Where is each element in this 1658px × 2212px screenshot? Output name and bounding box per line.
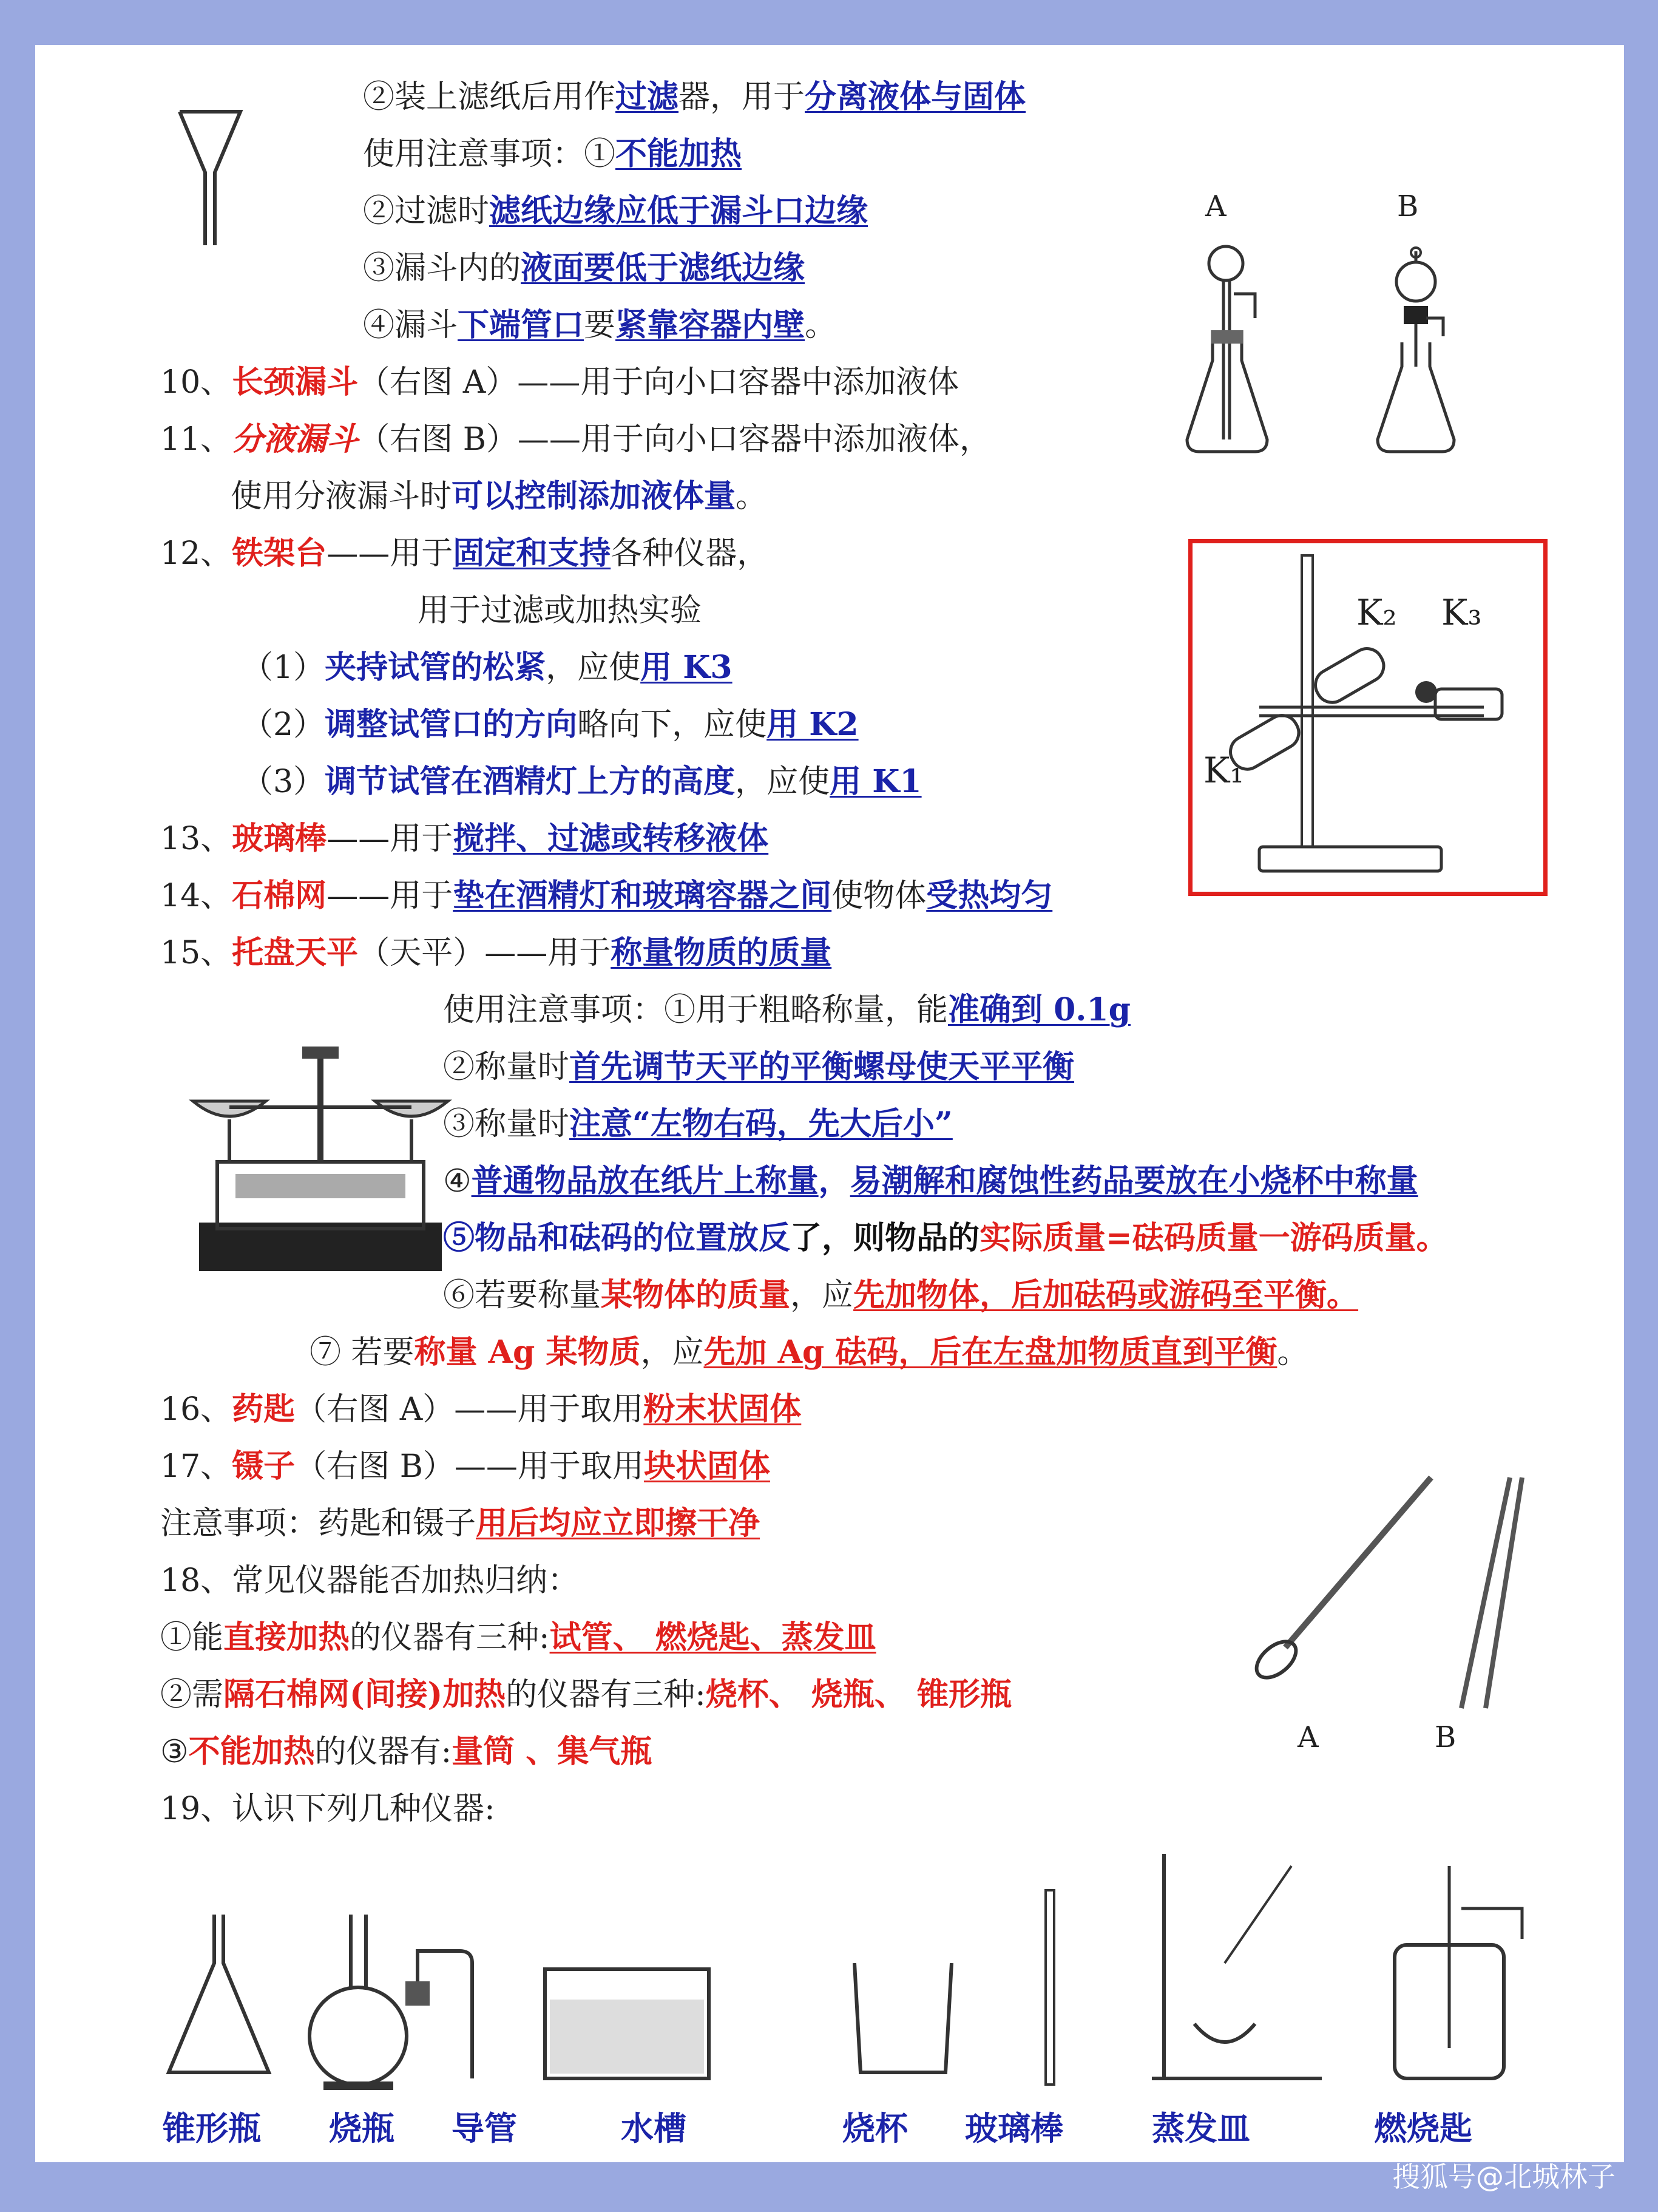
conical-flask-drawing — [169, 1915, 269, 2072]
glass-rod-drawing — [1046, 1890, 1054, 2085]
k3-label: K₃ — [1441, 592, 1482, 633]
instrument-label-6: 蒸发皿 — [1152, 2109, 1250, 2148]
item-11: 11、分液漏斗（右图 B）——用于向小口容器中添加液体， — [160, 421, 991, 458]
iron-stand-figure — [1188, 539, 1548, 896]
spoon-a-label: A — [1298, 1720, 1319, 1754]
item-15-note-2: ②称量时首先调节天平的平衡螺母使天平平衡 — [443, 1048, 1075, 1085]
item-12-sub-3: （3）调节试管在酒精灯上方的高度，应使用 K1 — [242, 763, 922, 800]
item-15-note-4: ④普通物品放在纸片上称量，易潮解和腐蚀性药品要放在小烧杯中称量 — [443, 1162, 1418, 1199]
spoon-tweezers-illustration — [1243, 1465, 1558, 1720]
funnel-illustration — [174, 106, 252, 251]
instruments-row — [157, 1805, 1565, 2097]
delivery-tube-drawing — [405, 1951, 472, 2078]
instrument-label-0: 锥形瓶 — [163, 2109, 261, 2148]
item-16: 16、药匙（右图 A）——用于取用粉末状固体 — [160, 1391, 802, 1428]
instrument-label-1: 烧瓶 — [329, 2109, 394, 2148]
combustion-spoon-drawing — [1395, 1866, 1522, 2078]
item-14: 14、石棉网——用于垫在酒精灯和玻璃容器之间使物体受热均匀 — [160, 877, 1053, 914]
evaporating-dish-drawing — [1152, 1854, 1322, 2078]
k2-label: K₂ — [1356, 592, 1397, 633]
item-15-note-7: ⑦ 若要称量 Ag 某物质，应先加 Ag 砝码，后在左盘加物质直到平衡。 — [310, 1334, 1309, 1371]
watermark: 搜狐号@北城林子 — [1392, 2160, 1616, 2193]
tweezers-b-label: B — [1435, 1720, 1457, 1754]
item-17-note: 注意事项：药匙和镊子用后均应立即擦干净 — [160, 1505, 760, 1542]
balance-scale-illustration — [187, 1040, 454, 1283]
item-15-note-1: 使用注意事项：①用于粗略称量，能准确到 0.1g — [443, 991, 1131, 1028]
item-12-sub-1: （1）夹持试管的松紧，应使用 K3 — [242, 649, 733, 686]
k1-label: K₁ — [1203, 750, 1244, 791]
instrument-label-3: 水槽 — [621, 2109, 686, 2148]
item-18-c: ③不能加热的仪器有:量筒 、集气瓶 — [160, 1733, 652, 1770]
instrument-label-2: 导管 — [452, 2109, 517, 2148]
long-neck-funnel-flask — [1182, 239, 1273, 458]
beaker-drawing — [854, 1963, 952, 2072]
funnel-line-3: ②过滤时滤纸边缘应低于漏斗口边缘 — [363, 192, 868, 229]
funnel-line-4: ③漏斗内的液面要低于滤纸边缘 — [363, 249, 805, 287]
item-17: 17、镊子（右图 B）——用于取用块状固体 — [160, 1448, 770, 1485]
item-18-b: ②需隔石棉网(间接)加热的仪器有三种:烧杯、 烧瓶、 锥形瓶 — [160, 1676, 1012, 1713]
item-15-note-6: ⑥若要称量某物体的质量，应先加物体，后加砝码或游码至平衡。 — [443, 1277, 1359, 1314]
item-12: 12、铁架台——用于固定和支持各种仪器， — [160, 535, 769, 572]
document-page — [35, 45, 1624, 2162]
separatory-funnel-flask — [1370, 239, 1461, 458]
funnel-b-label: B — [1397, 189, 1419, 223]
funnel-a-label: A — [1205, 189, 1227, 223]
instrument-label-7: 燃烧匙 — [1374, 2109, 1472, 2148]
funnel-line-1: ②装上滤纸后用作过滤器，用于分离液体与固体 — [363, 78, 1026, 115]
item-15-note-3: ③称量时注意“左物右码，先大后小” — [443, 1105, 953, 1142]
instrument-label-5: 玻璃棒 — [965, 2109, 1063, 2148]
item-15: 15、托盘天平（天平）——用于称量物质的质量 — [160, 934, 832, 971]
item-19-head: 19、认识下列几种仪器: — [160, 1791, 495, 1827]
instrument-label-4: 烧杯 — [842, 2109, 908, 2148]
item-12-line-2: 用于过滤或加热实验 — [418, 592, 702, 629]
item-10: 10、长颈漏斗（右图 A）——用于向小口容器中添加液体 — [160, 364, 959, 401]
item-18-head: 18、常见仪器能否加热归纳： — [160, 1562, 580, 1599]
item-13: 13、玻璃棒——用于搅拌、过滤或转移液体 — [160, 820, 769, 857]
funnel-line-5: ④漏斗下端管口要紧靠容器内壁。 — [363, 307, 837, 344]
funnel-line-2: 使用注意事项：①不能加热 — [363, 135, 742, 172]
item-12-sub-2: （2）调整试管口的方向略向下，应使用 K2 — [242, 706, 859, 743]
item-15-note-5: ⑤物品和砝码的位置放反了，则物品的实际质量=砝码质量一游码质量。 — [443, 1220, 1448, 1257]
water-trough-drawing — [545, 1969, 709, 2078]
item-11-line-2: 使用分液漏斗时可以控制添加液体量。 — [231, 478, 768, 515]
item-18-a: ①能直接加热的仪器有三种:试管、 燃烧匙、蒸发皿 — [160, 1619, 876, 1656]
round-flask-drawing — [310, 1915, 407, 2090]
